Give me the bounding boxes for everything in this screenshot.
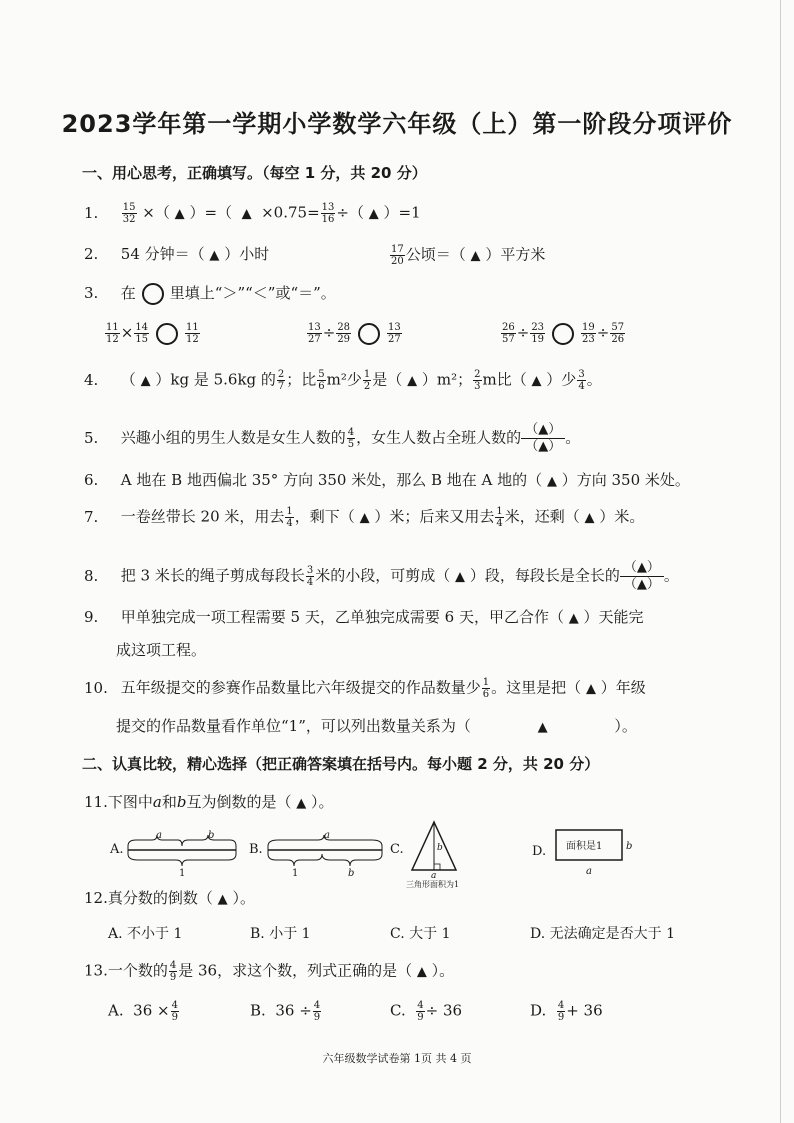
q13-option-d[interactable]: D. $\frac{4}{9}$ + 36	[530, 1000, 603, 1023]
q3-item-b: $\frac{13}{27}$ ÷ $\frac{28}{29}$ $\frac{13}{27}$	[308, 322, 401, 345]
q8-answer-fraction[interactable]: （▲） （▲）	[620, 560, 664, 593]
question-8: 8. 把 3 米长的绳子剪成每段长 $\frac{3}{4}$ 米的小段，可剪成（ ▲ ）段，每段长是全长的 （▲） （▲） 。	[84, 560, 679, 592]
option-b-label[interactable]: B.	[249, 842, 263, 857]
svg-text:a: a	[586, 866, 592, 877]
option-a-diagram	[124, 828, 244, 878]
compare-circle	[142, 283, 164, 305]
q12-option-c[interactable]: C. 大于 1	[390, 926, 451, 942]
question-2: 2. 54 分钟＝（ ▲ ）小时	[84, 245, 270, 263]
blank-triangle[interactable]: ▲	[455, 569, 466, 585]
svg-text:b: b	[208, 830, 215, 841]
q13-option-c[interactable]: C. $\frac{4}{9}$ ÷ 36	[390, 1000, 463, 1023]
compare-circle[interactable]	[156, 323, 178, 345]
option-c-triangle-diagram	[404, 818, 484, 890]
blank-triangle[interactable]: ▲	[531, 373, 542, 389]
blank-triangle[interactable]: ▲	[174, 206, 185, 222]
blank-triangle[interactable]: ▲	[241, 206, 252, 222]
svg-text:1: 1	[179, 868, 186, 878]
blank-triangle[interactable]: ▲	[546, 474, 557, 489]
blank-triangle[interactable]: ▲	[568, 611, 579, 626]
question-9: 9. 甲单独完成一项工程需要 5 天，乙单独完成需要 6 天，甲乙合作（ ▲ ）天能完	[84, 608, 644, 626]
question-10-line-2: 提交的作品数量看作单位“1”，可以列出数量关系为（ ▲ ）。	[116, 717, 637, 735]
blank-triangle[interactable]: ▲	[470, 248, 481, 264]
option-c-label[interactable]: C.	[390, 842, 404, 857]
blank-triangle[interactable]: ▲	[140, 373, 151, 389]
svg-text:1: 1	[292, 868, 299, 878]
option-d-label[interactable]: D.	[532, 844, 547, 859]
q13-option-b[interactable]: B. 36 ÷ $\frac{4}{9}$	[250, 1000, 321, 1023]
svg-text:a: a	[431, 871, 437, 881]
option-b-diagram	[264, 828, 388, 878]
section-one-heading: 一、用心思考，正确填写。（每空 1 分，共 20 分）	[82, 164, 427, 182]
q13-option-a[interactable]: A. 36 × $\frac{4}{9}$	[108, 1000, 178, 1023]
svg-text:a: a	[156, 830, 162, 841]
compare-circle[interactable]	[552, 323, 574, 345]
option-d-rectangle-diagram	[552, 826, 642, 878]
q12-option-a[interactable]: A. 不小于 1	[108, 926, 183, 942]
blank-triangle[interactable]: ▲	[209, 248, 220, 263]
q3-item-a: $\frac{11}{12}$ × $\frac{14}{15}$ $\frac{11}{12}$	[106, 322, 199, 345]
option-a-label[interactable]: A.	[110, 842, 124, 857]
q12-option-d[interactable]: D. 无法确定是否大于 1	[530, 926, 675, 942]
q12-option-b[interactable]: B. 小于 1	[250, 926, 311, 942]
question-5: 5. 兴趣小组的男生人数是女生人数的 $\frac{4}{5}$ ，女生人数占全班人数的 （▲） （▲） 。	[84, 422, 581, 454]
question-1: 1. $\frac{15}{32}$ ×（ ▲ ）=（ ▲ ×0.75= $\frac{13}{16}$ ÷（ ▲ ）=1	[84, 202, 421, 225]
svg-text:b: b	[626, 841, 633, 852]
question-3: 3. 在 里填上“＞”“＜”或“＝”。	[84, 283, 336, 305]
question-13: 13.一个数的 $\frac{4}{9}$ 是 36，求这个数，列式正确的是（ ▲ ）。	[84, 960, 455, 983]
blank-triangle[interactable]: ▲	[416, 964, 427, 980]
svg-text:a: a	[324, 830, 330, 841]
page-title: 2023学年第一学期小学数学六年级（上）第一阶段分项评价	[61, 110, 733, 138]
svg-text:b: b	[437, 843, 443, 853]
blank-triangle[interactable]: ▲	[584, 510, 595, 526]
question-9-line-2: 成这项工程。	[116, 641, 207, 659]
q2-frac: $\frac{17}{20}$	[391, 244, 404, 267]
question-12: 12.真分数的倒数（ ▲ ）。	[84, 889, 255, 907]
question-10: 10. 五年级提交的参赛作品数量比六年级提交的作品数量少 $\frac{1}{6}$ 。这里是把（ ▲ ）年级	[84, 677, 646, 700]
question-2-part-2: $\frac{17}{20}$ 公顷＝（ ▲ ）平方米	[391, 244, 546, 267]
q5-answer-fraction[interactable]: （▲） （▲）	[521, 422, 565, 455]
blank-triangle[interactable]: ▲	[585, 681, 596, 697]
q1-frac-1: $\frac{15}{32}$	[122, 202, 136, 225]
question-11: 11.下图中a和b互为倒数的是（ ▲ ）。	[84, 793, 334, 811]
blank-triangle[interactable]: ▲	[537, 720, 548, 735]
compare-circle[interactable]	[358, 323, 380, 345]
blank-triangle[interactable]: ▲	[296, 796, 307, 811]
blank-triangle[interactable]: ▲	[359, 510, 370, 526]
section-two-heading: 二、认真比较，精心选择（把正确答案填在括号内。每小题 2 分，共 20 分）	[82, 755, 600, 773]
svg-text:b: b	[348, 868, 355, 878]
question-7: 7. 一卷丝带长 20 米，用去 $\frac{1}{4}$ ，剩下（ ▲ ）米；后来又用去 $\frac{1}{4}$ 米，还剩（ ▲ ）米。	[84, 506, 645, 529]
q3-item-c: $\frac{26}{57}$ ÷ $\frac{23}{19}$ $\frac{19}{23}$ ÷ $\frac{57}{26}$	[502, 322, 625, 345]
q1-number: 1.	[84, 203, 99, 222]
svg-text:三角形面积为1: 三角形面积为1	[406, 880, 460, 889]
svg-text:面积是1: 面积是1	[566, 841, 603, 852]
blank-triangle[interactable]: ▲	[368, 206, 379, 222]
question-6: 6. A 地在 B 地西偏北 35° 方向 350 米处，那么 B 地在 A 地的（ ▲ ）方向 350 米处。	[84, 471, 690, 489]
q1-frac-2: $\frac{13}{16}$	[321, 202, 335, 225]
question-4: 4. （ ▲ ）kg 是 5.6kg 的 $\frac{2}{7}$ ；比 $\frac{5}{6}$ m²少 $\frac{1}{2}$ 是（ ▲ ）m²； $\frac{2}{3}$ m比（ ▲ ）少 $\frac{3}{4}$ 。	[84, 369, 602, 392]
blank-triangle[interactable]: ▲	[217, 892, 228, 907]
scan-edge-line	[780, 0, 781, 1123]
page-footer: 六年级数学试卷第 1页 共 4 页	[322, 1052, 472, 1065]
blank-triangle[interactable]: ▲	[407, 373, 418, 389]
